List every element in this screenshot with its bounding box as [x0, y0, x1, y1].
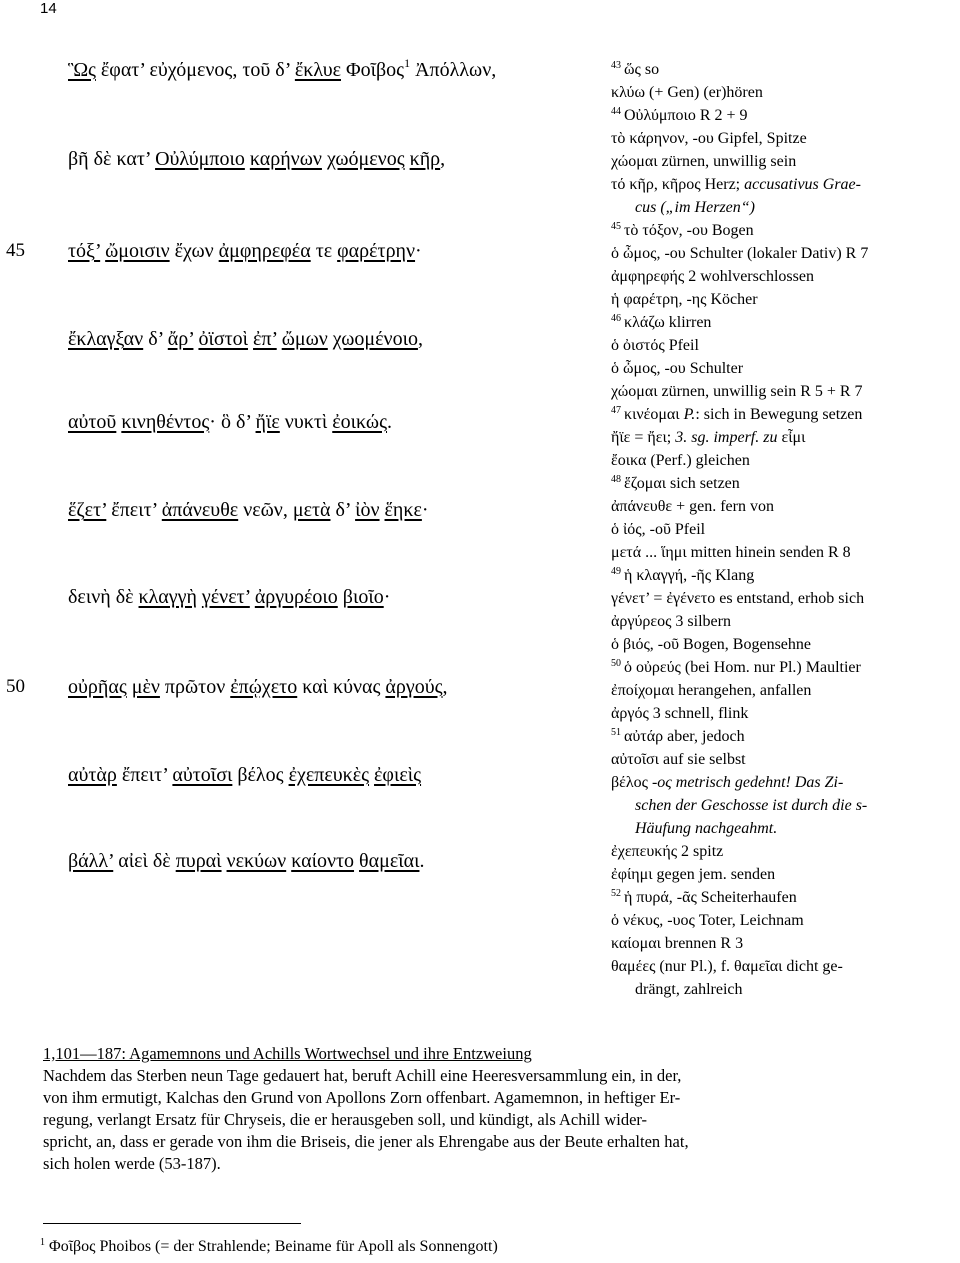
- summary-line: sich holen werde (53-187).: [43, 1154, 221, 1173]
- vocab-entry: drängt, zahlreich: [635, 981, 743, 998]
- greek-verse-line: δεινὴ δὲ κλαγγὴ γένετ’ ἀργυρέοιο βιοῖο·: [68, 586, 391, 608]
- vocab-entry: χώομαι zürnen, unwillig sein R 5 + R 7: [611, 383, 863, 400]
- page-number: 14: [40, 0, 57, 17]
- greek-verse-line: ἕζετ’ ἔπειτ’ ἀπάνευθε νεῶν, μετὰ δ’ ἰὸν ἕηκε·: [68, 499, 429, 521]
- vocab-entry: αὐτοῖσι auf sie selbst: [611, 751, 746, 768]
- vocab-entry: ἡ φαρέτρη, -ης Köcher: [611, 291, 758, 308]
- greek-verse-line: τόξ’ ὤμοισιν ἔχων ἀμφηρεφέα τε φαρέτρην·: [68, 240, 422, 262]
- vocab-entry: ὁ ὦμος, -ου Schulter: [611, 360, 744, 377]
- vocab-entry: κλύω (+ Gen) (er)hören: [611, 84, 763, 101]
- line-number-45: 45: [6, 240, 25, 261]
- vocab-entry: $^{50}$ ὁ οὐρεύς (bei Hom. nur Pl.) Maultier: [611, 658, 861, 676]
- vocab-entry: θαμέες (nur Pl.), f. θαμεῖαι dicht ge-: [611, 958, 843, 975]
- greek-verse-line: αὐτὰρ ἔπειτ’ αὐτοῖσι βέλος ἐχεπευκὲς ἐφιεὶς: [68, 764, 422, 786]
- vocab-entry: ἀμφηρεφής 2 wohlverschlossen: [611, 268, 814, 285]
- vocab-entry: γένετ’ = ἐγένετο es entstand, erhob sich: [611, 590, 865, 607]
- vocab-entry: ὁ βιός, -οῦ Bogen, Bogensehne: [611, 636, 812, 653]
- section-summary: [43, 1043, 923, 1175]
- vocab-entry: ἐχεπευκής 2 spitz: [611, 843, 724, 860]
- vocab-entry: καίομαι brennen R 3: [611, 935, 744, 952]
- vocab-entry: μετά ... ἵημι mitten hinein senden R 8: [611, 544, 851, 561]
- vocab-entry: βέλος -ος metrisch gedehnt! Das Zi-: [611, 774, 844, 791]
- summary-heading: 1,101—187: Agamemnons und Achills Wortwechsel und ihre Entzweiung: [43, 1044, 532, 1063]
- vocab-entry: τό κῆρ, κῆρος Herz; accusativus Grae-: [611, 176, 861, 193]
- footnote-divider: [43, 1223, 301, 1224]
- greek-verse-line: βάλλ’ αἰεὶ δὲ πυραὶ νεκύων καίοντο θαμεῖαι.: [68, 850, 425, 872]
- vocab-entry: cus („im Herzen“): [635, 199, 755, 216]
- vocab-entry: $^{43}$ ὥς so: [611, 60, 660, 78]
- vocab-entry: ἀργός 3 schnell, flink: [611, 705, 749, 722]
- summary-line: spricht, an, dass er gerade von ihm die Briseis, die jener als Ehrengabe aus der Beute erhalten hat,: [43, 1132, 689, 1151]
- greek-verse-line: ἔκλαγξαν δ’ ἄρ’ ὀϊστοὶ ἐπ’ ὤμων χωομένοιο,: [68, 328, 423, 350]
- vocab-entry: $^{46}$ κλάζω klirren: [611, 313, 712, 331]
- vocab-entry: $^{49}$ ἡ κλαγγή, -ῆς Klang: [611, 566, 755, 584]
- vocab-entry: ἐποίχομαι herangehen, anfallen: [611, 682, 812, 699]
- vocab-entry: ὁ ὦμος, -ου Schulter (lokaler Dativ) R 7: [611, 245, 869, 262]
- vocab-entry: ἀπάνευθε + gen. fern von: [611, 498, 774, 515]
- vocab-entry: ἔοικα (Perf.) gleichen: [611, 452, 750, 469]
- summary-line: regung, verlangt Ersatz für Chryseis, die er herausgeben soll, und kündigt, als Achill wider-: [43, 1110, 648, 1129]
- footnote-text: Φοῖβος Phoibos (= der Strahlende; Beiname für Apoll als Sonnengott): [45, 1238, 498, 1255]
- greek-verse-line: Ὣς ἔφατ’ εὐχόμενος, τοῦ δ’ ἔκλυε Φοῖβος$^1$ Ἀπόλλων,: [68, 56, 497, 81]
- vocab-entry: $^{45}$ τὸ τόξον, -ου Bogen: [611, 221, 754, 239]
- line-number-50: 50: [6, 676, 25, 697]
- summary-line: Nachdem das Sterben neun Tage gedauert hat, beruft Achill eine Heeresversammlung ein, in der,: [43, 1066, 682, 1085]
- vocab-entry: ὁ ἰός, -οῦ Pfeil: [611, 521, 706, 538]
- vocab-entry: ἤϊε = ἤει; 3. sg. imperf. zu εἶμι: [611, 429, 806, 446]
- summary-line: von ihm ermutigt, Kalchas den Grund von Apollons Zorn offenbart. Agamemnon, in heftiger Er-: [43, 1088, 681, 1107]
- vocab-entry: $^{52}$ ἡ πυρά, -ᾶς Scheiterhaufen: [611, 888, 797, 906]
- footnote: [40, 1237, 498, 1256]
- vocab-entry: $^{48}$ ἕζομαι sich setzen: [611, 474, 740, 492]
- vocab-entry: ἐφίημι gegen jem. senden: [611, 866, 776, 883]
- vocab-entry: τὸ κάρηνον, -ου Gipfel, Spitze: [611, 130, 807, 147]
- greek-verse-line: οὐρῆας μὲν πρῶτον ἐπῴχετο καὶ κύνας ἀργούς,: [68, 676, 448, 698]
- vocab-entry: ὁ νέκυς, -υος Toter, Leichnam: [611, 912, 804, 929]
- greek-verse-line: βῆ δὲ κατ’ Οὐλύμποιο καρήνων χωόμενος κῆρ,: [68, 148, 446, 170]
- vocab-entry: ἀργύρεος 3 silbern: [611, 613, 731, 630]
- greek-verse-line: αὐτοῦ κινηθέντος· ὃ δ’ ἤϊε νυκτὶ ἐοικώς.: [68, 411, 393, 433]
- vocab-entry: schen der Geschosse ist durch die s-: [635, 797, 868, 814]
- vocab-entry: χώομαι zürnen, unwillig sein: [611, 153, 797, 170]
- footnote-mark: 1: [40, 1237, 45, 1248]
- vocab-entry: $^{51}$ αὐτάρ aber, jedoch: [611, 727, 745, 745]
- vocab-entry: $^{47}$ κινέομαι P.: sich in Bewegung setzen: [611, 405, 863, 423]
- vocab-entry: $^{44}$ Οὐλύμποιο R 2 + 9: [611, 106, 748, 124]
- vocab-entry: Häufung nachgeahmt.: [635, 820, 778, 837]
- vocab-entry: ὁ ὀιστός Pfeil: [611, 337, 699, 354]
- vocabulary-notes: [611, 58, 956, 1001]
